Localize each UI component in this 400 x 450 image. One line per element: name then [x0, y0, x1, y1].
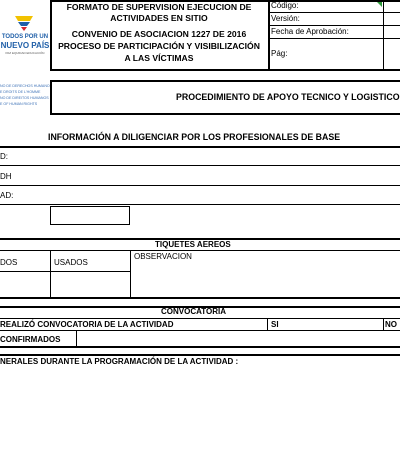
- human-rights-logo: [0, 84, 53, 120]
- info-empty-box: [50, 206, 130, 225]
- logo-stripes-icon: [11, 14, 37, 32]
- info-row-2-label: DH: [0, 172, 12, 181]
- tickets-observacion-label: OBSERVACION: [134, 252, 192, 261]
- logo-line-1: TODOS POR UN: [1, 34, 49, 40]
- info-row-3-label: AD:: [0, 191, 14, 200]
- logo-line-3: PAZ EQUIDAD EDUCACIÓN: [5, 51, 45, 55]
- convocatoria-title: CONVOCATORIA: [161, 307, 227, 316]
- logo2-line-2: E DROITS DE L'HOMME: [0, 90, 41, 94]
- convocatoria-yes-label: SI: [271, 320, 279, 329]
- title-line-4: PROCESO DE PARTICIPACIÓN Y VISIBILIZACIÓN: [58, 41, 260, 51]
- procedure-title: PROCEDIMIENTO DE APOYO TECNICO Y LOGISTICO: [176, 92, 400, 102]
- info-row-1-label: D:: [0, 152, 8, 161]
- version-label: Versión:: [271, 14, 300, 23]
- title-line-5: A LAS VÍCTIMAS: [124, 53, 194, 63]
- convocatoria-no-label: NO: [385, 320, 397, 329]
- logo-line-2: NUEVO PAÍS: [0, 41, 50, 50]
- title-line-3: CONVENIO DE ASOCIACION 1227 DE 2016: [71, 29, 247, 39]
- general-section-title: NERALES DURANTE LA PROGRAMACIÓN DE LA ACTIVIDAD :: [0, 357, 239, 366]
- title-line-1: FORMATO DE SUPERVISION EJECUCION DE: [66, 2, 252, 12]
- general-observations-area[interactable]: [0, 370, 400, 450]
- pag-label: Pág:: [271, 49, 288, 58]
- codigo-label: Código:: [271, 1, 299, 10]
- logo2-line-3: NO DE DIREITOS HUMANOS: [0, 96, 49, 100]
- tickets-title: TIQUETES AEREOS: [155, 240, 231, 249]
- logo2-line-1: NO DE DERECHOS HUMANOS: [0, 84, 53, 88]
- confirmados-label: CONFIRMADOS: [0, 335, 61, 344]
- convocatoria-question: REALIZÓ CONVOCATORIA DE LA ACTIVIDAD: [0, 320, 174, 329]
- todos-por-un-nuevo-pais-logo: [0, 4, 50, 74]
- logo2-line-4: E OF HUMAN RIGHTS: [0, 102, 38, 106]
- fecha-aprobacion-label: Fecha de Aprobación:: [271, 27, 349, 36]
- tickets-col2-label: USADOS: [54, 258, 88, 267]
- title-line-2: ACTIVIDADES EN SITIO: [110, 13, 208, 23]
- tickets-col1-label: DOS: [0, 258, 18, 267]
- info-section-title: INFORMACIÓN A DILIGENCIAR POR LOS PROFESIONALES DE BASE: [48, 132, 341, 142]
